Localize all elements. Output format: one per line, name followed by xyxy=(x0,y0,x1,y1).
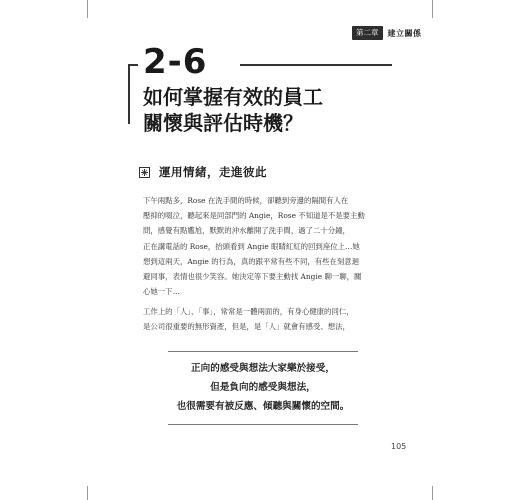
chapter-title: 建立關係 xyxy=(387,28,422,38)
chapter-tag xyxy=(352,26,422,40)
pull-quote xyxy=(150,360,376,416)
section-number: 2-6 xyxy=(143,42,208,82)
body-paragraph xyxy=(143,304,393,334)
text-line: 避同事，表情也很少笑容。她決定等下要主動找 Angie 聊一聊，關 xyxy=(143,272,362,282)
header-rule xyxy=(240,64,392,66)
crop-mark xyxy=(87,486,88,500)
body-paragraph xyxy=(143,193,393,299)
quote-rule xyxy=(168,351,358,352)
quote-rule xyxy=(168,424,358,425)
text-line: 問，感覺有點尷尬，默默的沖水離開了洗手間，過了二十分鐘， xyxy=(143,226,350,236)
page-number: 105 xyxy=(391,442,407,451)
header-rule-corner xyxy=(128,64,138,66)
crop-mark xyxy=(432,0,433,18)
quote-line: 也很需要有被反應、傾聽與關懷的空間。 xyxy=(176,400,350,412)
text-line: 想到這兩天，Angie 的行為，真的跟平常有些不同，有些在刻意迴 xyxy=(143,256,360,266)
quote-line: 正向的感受與想法大家樂於接受， xyxy=(191,363,335,374)
text-line: 正在講電話的 Rose，抬頭看到 Angie 眼睛紅紅的回到座位上…她 xyxy=(143,241,360,251)
ornament-square-icon xyxy=(139,167,150,178)
text-line: 是公司很重要的無形資產，但是，是「人」就會有感受、想法， xyxy=(143,322,350,332)
text-line: 下午兩點多，Rose 在洗手間的時候，卻聽到旁邊的隔間有人在 xyxy=(143,196,349,205)
subheading-text: 運用情緒，走進彼此 xyxy=(159,165,267,179)
text-line: 心她一下… xyxy=(143,287,180,297)
crop-mark xyxy=(87,0,88,18)
quote-line: 但是負向的感受與想法， xyxy=(210,381,316,393)
subheading xyxy=(139,164,267,180)
section-title-line: 如何掌握有效的員工 xyxy=(143,85,323,109)
crop-mark xyxy=(432,486,433,500)
chapter-badge: 第二章 xyxy=(352,26,383,40)
text-line: 工作上的「人」、「事」，常常是一體兩面的，有身心健康的同仁， xyxy=(143,307,354,316)
section-title xyxy=(143,84,433,136)
section-title-line: 關懷與評估時機？ xyxy=(143,111,303,135)
header-rule-vertical xyxy=(128,64,130,124)
text-line: 壓抑的啜泣，聽起來是同部門的 Angie，Rose 不知道是不是要主動 xyxy=(143,211,365,221)
